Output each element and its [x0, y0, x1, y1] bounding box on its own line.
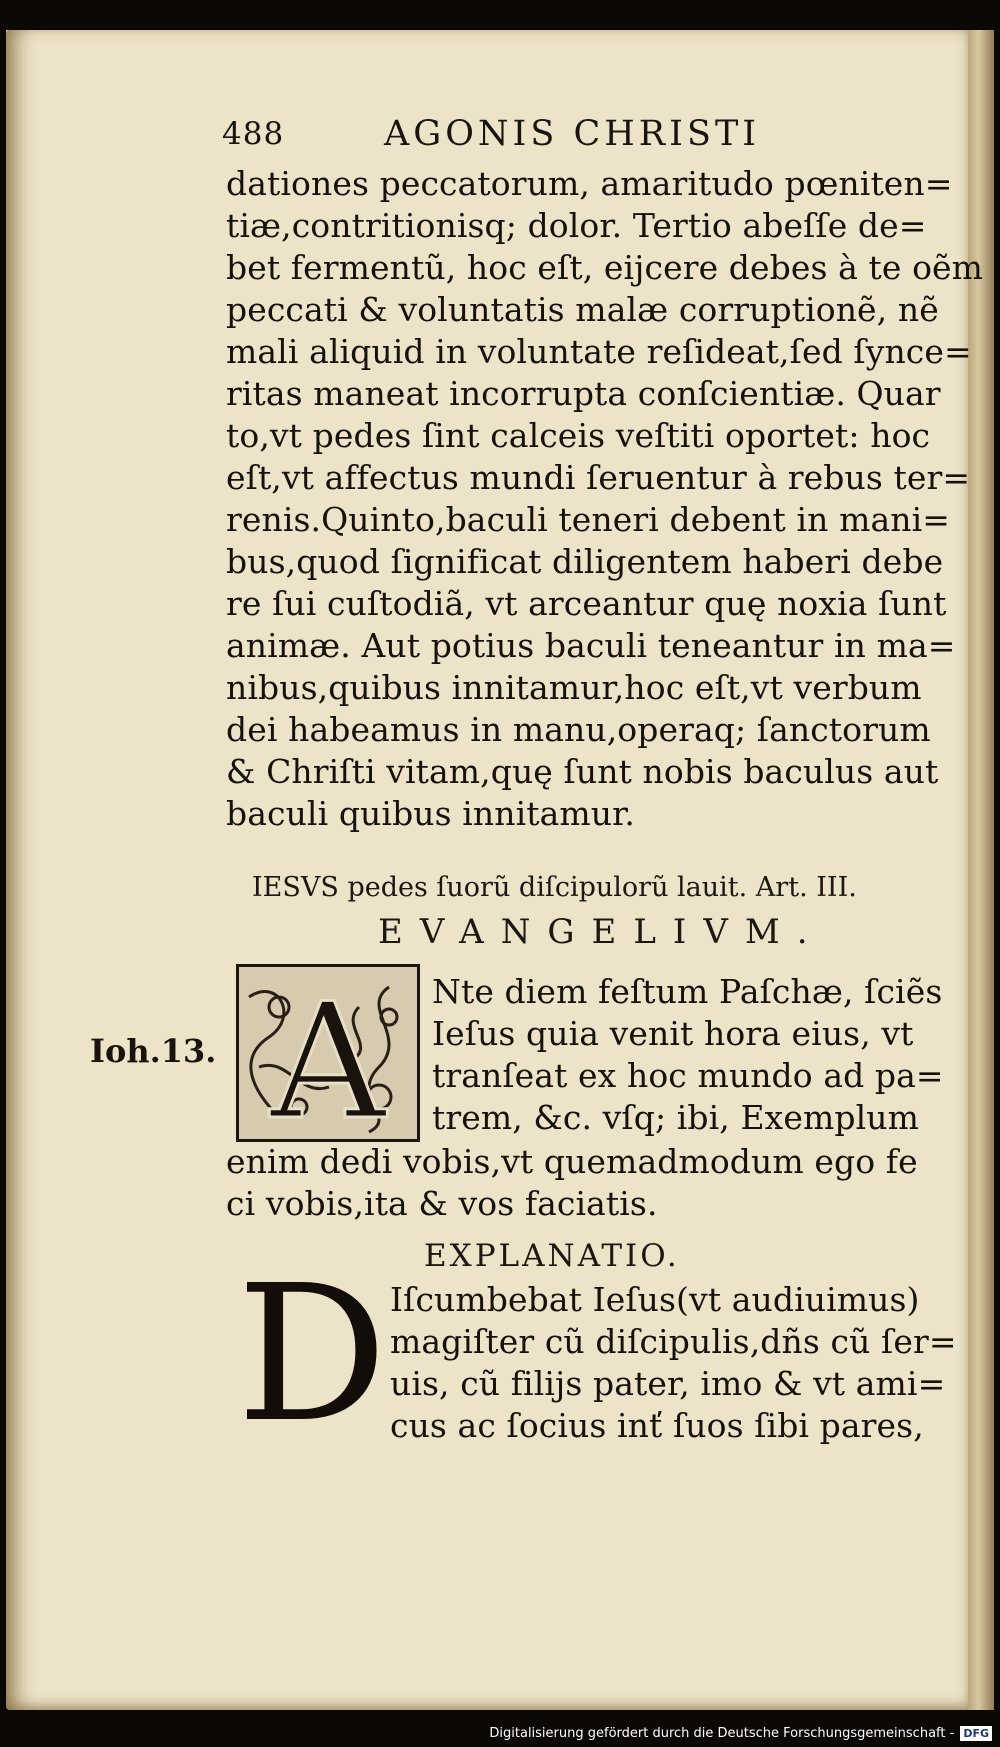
text-line: tiæ,contritionisq; dolor. Tertio abeſſe de= — [226, 206, 927, 245]
text-line: trem, &c. vſq; ibi, Exemplum — [432, 1098, 920, 1137]
svg-text:A: A — [270, 968, 386, 1139]
text-line: tranſeat ex hoc mundo ad pa= — [432, 1056, 944, 1095]
text-line: mali aliquid in voluntate reſideat,ſed ſynce= — [226, 332, 972, 371]
text-line: peccati & voluntatis malæ corruptionẽ, nẽ — [226, 290, 939, 329]
text-line: Nte diem feſtum Paſchæ, ſciẽs — [432, 972, 943, 1011]
funding-footer — [489, 1721, 992, 1745]
text-line: bus,quod ſignificat diligentem haberi debe — [226, 542, 944, 581]
ornament-initial-icon — [239, 967, 417, 1139]
text-line: ritas maneat incorrupta conſcientiæ. Quar — [226, 374, 941, 413]
text-line: & Chriſti vitam,quę ſunt nobis baculus aut — [226, 752, 939, 791]
text-line: magiſter cũ diſcipulis,dñs cũ ſer= — [390, 1322, 957, 1361]
text-line: eſt,vt affectus mundi ſeruentur à rebus ter= — [226, 458, 971, 497]
dfg-logo-icon: DFG — [960, 1726, 992, 1741]
text-line: to,vt pedes ſint calceis veſtiti oportet: hoc — [226, 416, 931, 455]
text-line: bet fermentũ, hoc eſt, eijcere debes à te oẽm — [226, 248, 984, 287]
text-line: animæ. Aut potius baculi teneantur in ma= — [226, 626, 956, 665]
page-header — [222, 114, 762, 160]
gospel-heading: EVANGELIVM. — [378, 912, 825, 952]
text-line: uis, cũ filijs pater, imo & vt ami= — [390, 1364, 946, 1403]
running-head: AGONIS CHRISTI — [384, 114, 761, 154]
footer-text: Digitalisierung gefördert durch die Deutsche Forschungsgemeinschaft - — [489, 1725, 955, 1741]
explanation-heading: EXPLANATIO. — [424, 1238, 680, 1274]
text-line: baculi quibus innitamur. — [226, 794, 636, 833]
text-line: dationes peccatorum, amaritudo pœniten= — [226, 164, 953, 203]
text-line: re ſui cuſtodiã, vt arceantur quę noxia ſunt — [226, 584, 947, 623]
initial-d: D — [236, 1245, 388, 1464]
margin-note: Ioh.13. — [90, 1032, 217, 1070]
text-line: Iſcumbebat Ieſus(vt audiuimus) — [390, 1280, 920, 1319]
text-line: ci vobis,ita & vos faciatis. — [226, 1184, 658, 1223]
article-heading: IESVS pedes ſuorũ diſcipulorũ lauit. Art. III. — [252, 872, 857, 903]
page-number: 488 — [222, 116, 285, 152]
text-line: Ieſus quia venit hora eius, vt — [432, 1014, 914, 1053]
text-line: dei habeamus in manu,operaq; ſanctorum — [226, 710, 931, 749]
text-line: enim dedi vobis,vt quemadmodum ego fe — [226, 1142, 918, 1181]
text-line: nibus,quibus innitamur,hoc eſt,vt verbum — [226, 668, 922, 707]
text-line: cus ac ſocius inť ſuos ſibi pares, — [390, 1406, 924, 1445]
text-line: renis.Quinto,baculi teneri debent in mani= — [226, 500, 951, 539]
decorated-initial-a — [236, 964, 420, 1142]
